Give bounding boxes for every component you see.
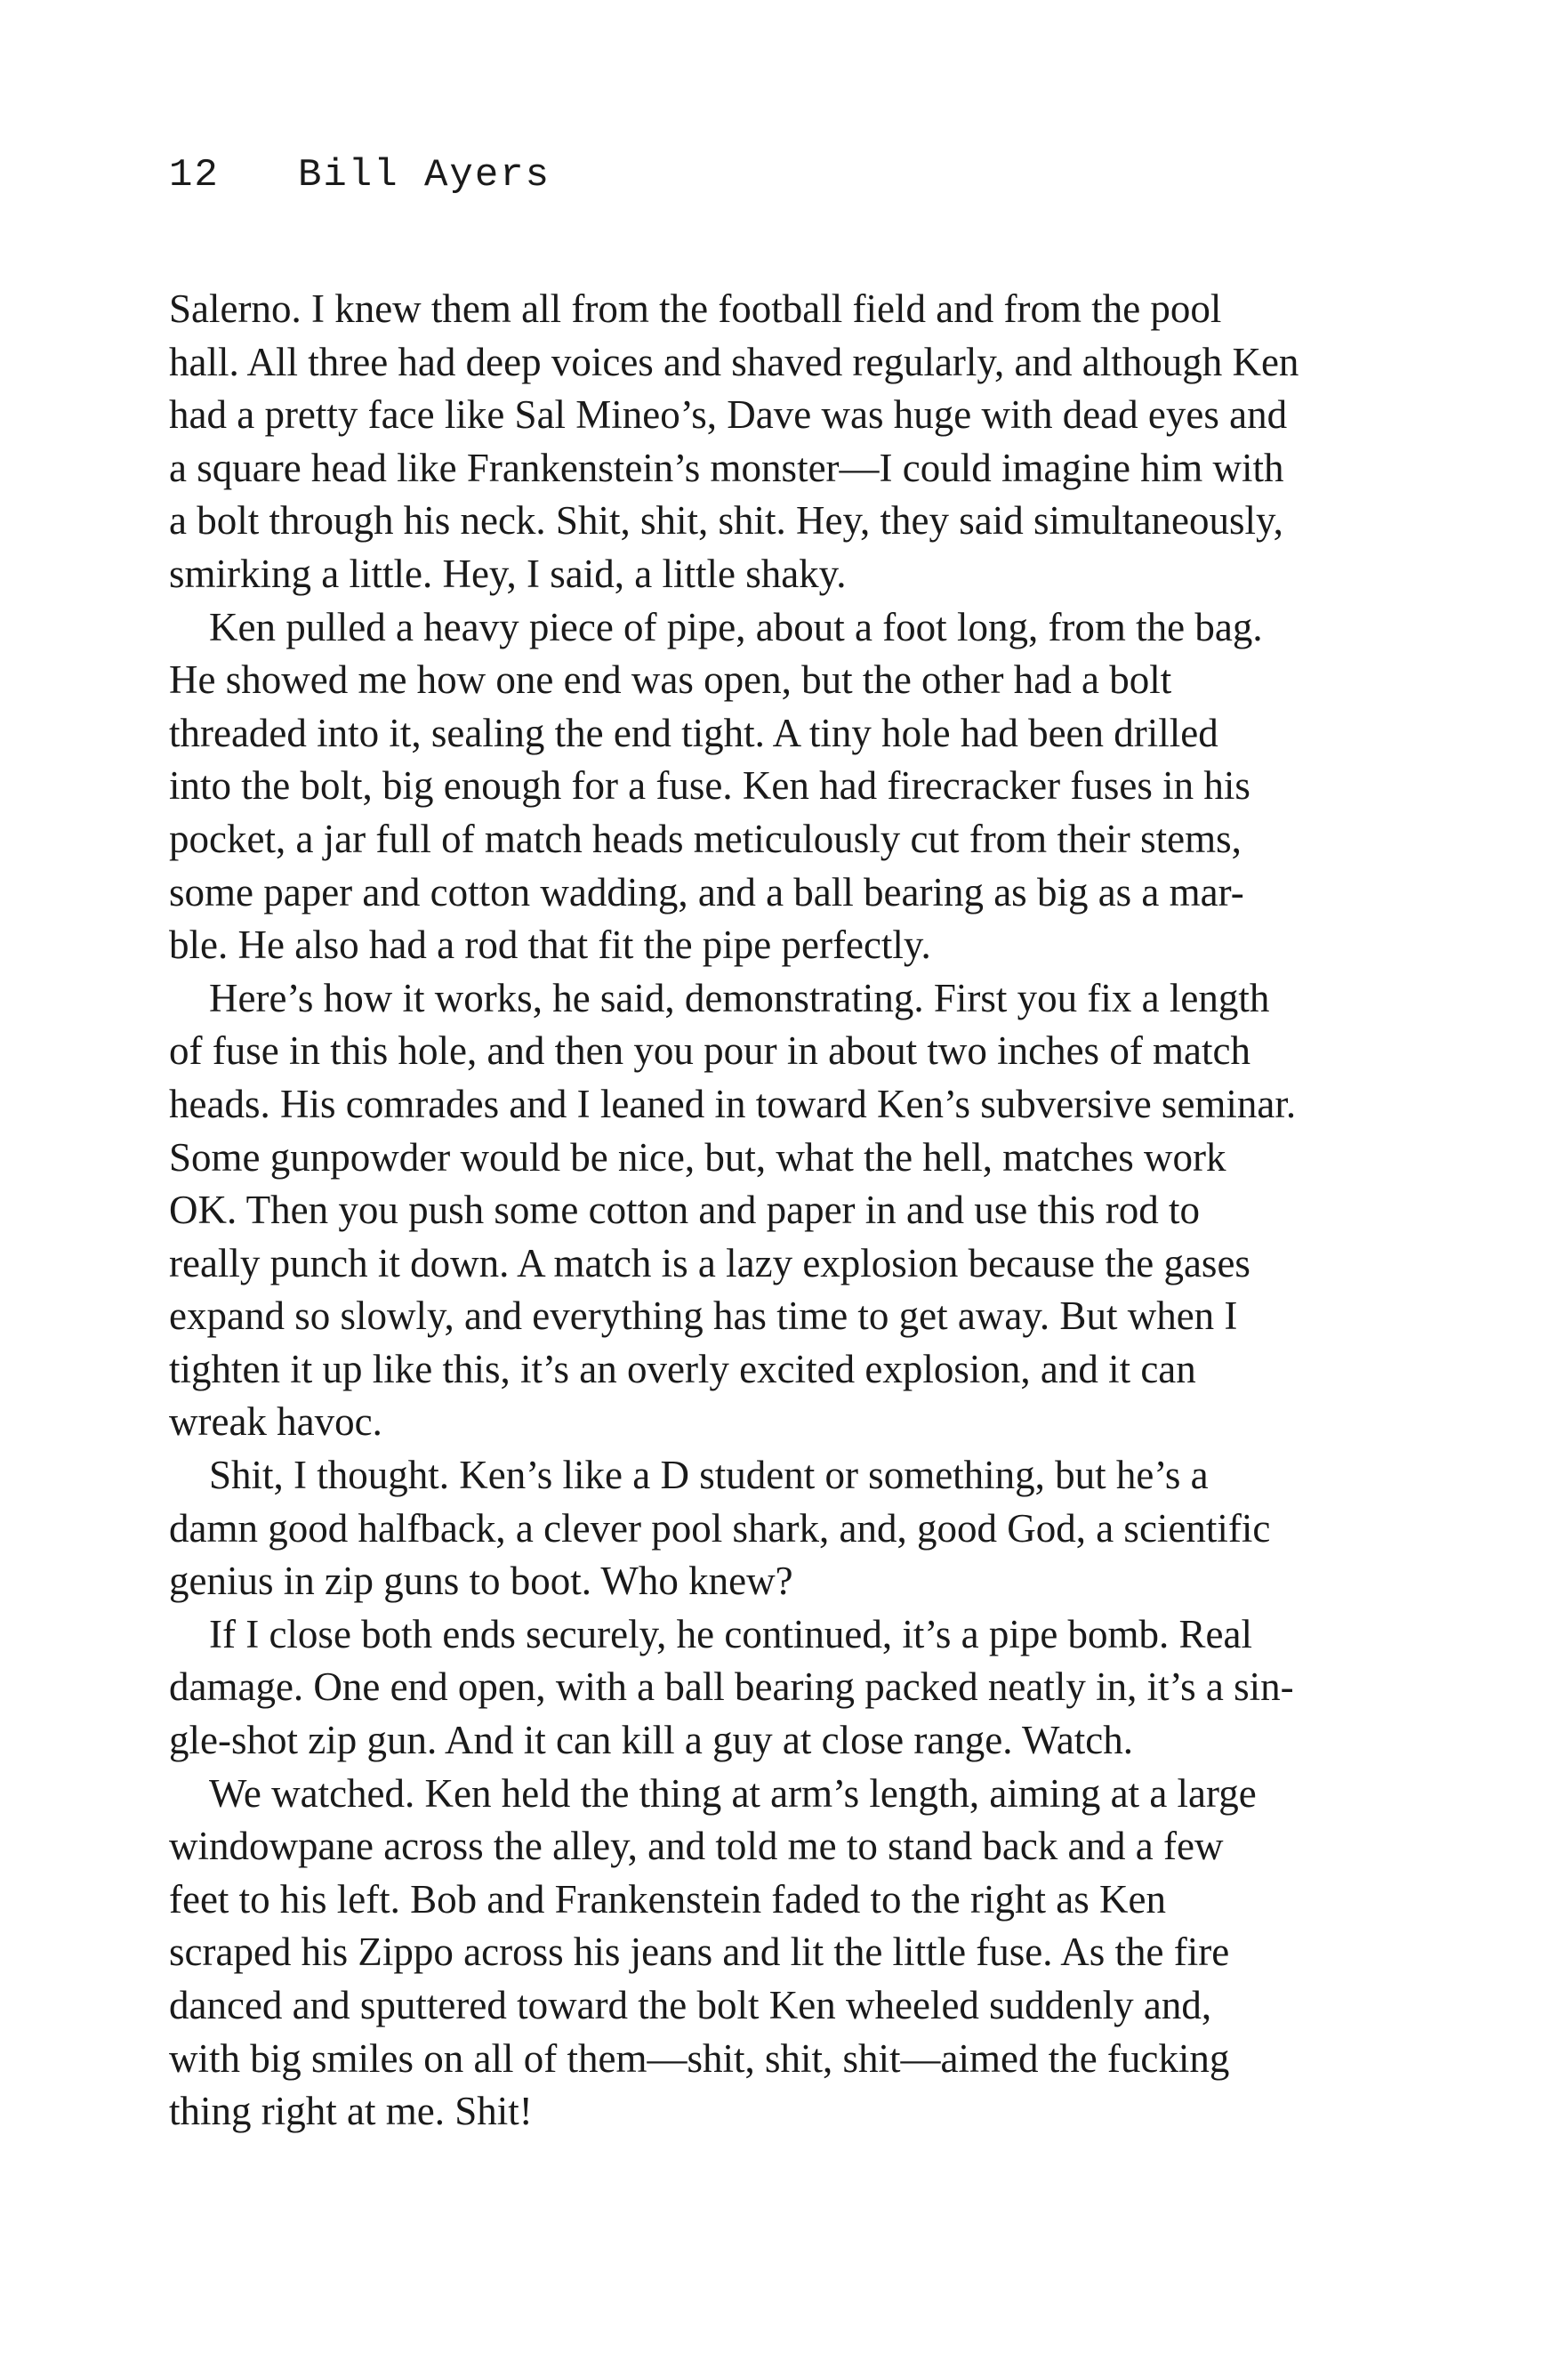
text-line: into the bolt, big enough for a fuse. Ken had firecracker fuses in his: [169, 763, 1250, 809]
text-line: scraped his Zippo across his jeans and lit the little fuse. As the fire: [169, 1930, 1230, 1975]
text-line: a bolt through his neck. Shit, shit, shit. Hey, they said simultaneously,: [169, 498, 1283, 544]
text-line: If I close both ends securely, he continued, it’s a pipe bomb. Real: [209, 1611, 1253, 1656]
text-line: windowpane across the alley, and told me to stand back and a few: [169, 1824, 1224, 1869]
text-line: We watched. Ken held the thing at arm’s length, aiming at a large: [209, 1770, 1257, 1816]
text-line: wreak havoc.: [169, 1399, 382, 1445]
text-line: He showed me how one end was open, but the other had a bolt: [169, 657, 1172, 703]
text-line: Here’s how it works, he said, demonstrating. First you fix a length: [209, 975, 1270, 1020]
text-line: Some gunpowder would be nice, but, what the hell, matches work: [169, 1134, 1226, 1180]
body-text: [169, 283, 1316, 2139]
text-line: threaded into it, sealing the end tight. A tiny hole had been drilled: [169, 710, 1218, 755]
text-line: damn good halfback, a clever pool shark, and, good God, a scientific: [169, 1505, 1271, 1551]
text-line: really punch it down. A match is a lazy explosion because the gases: [169, 1240, 1250, 1285]
text-line: genius in zip guns to boot. Who knew?: [169, 1559, 793, 1604]
text-line: pocket, a jar full of match heads meticulously cut from their stems,: [169, 816, 1242, 861]
text-line: ble. He also had a rod that fit the pipe perfectly.: [169, 923, 931, 968]
author-name: Bill Ayers: [298, 153, 551, 197]
text-line: OK. Then you push some cotton and paper in and use this rod to: [169, 1188, 1200, 1233]
text-line: hall. All three had deep voices and shaved regularly, and although Ken: [169, 339, 1299, 384]
page-number: 12: [169, 153, 220, 197]
text-line: damage. One end open, with a ball bearing packed neatly in, it’s a sin-: [169, 1664, 1294, 1710]
text-line: heads. His comrades and I leaned in toward Ken’s subversive seminar.: [169, 1081, 1297, 1126]
text-line: of fuse in this hole, and then you pour in about two inches of match: [169, 1028, 1251, 1074]
text-line: expand so slowly, and everything has time to get away. But when I: [169, 1293, 1238, 1339]
text-line: thing right at me. Shit!: [169, 2089, 533, 2134]
text-line: a square head like Frankenstein’s monster—I could imagine him with: [169, 445, 1284, 490]
text-line: Shit, I thought. Ken’s like a D student or something, but he’s a: [209, 1453, 1209, 1498]
text-line: tighten it up like this, it’s an overly excited explosion, and it can: [169, 1346, 1196, 1391]
text-line: smirking a little. Hey, I said, a little shaky.: [169, 551, 847, 596]
running-head: [169, 153, 551, 197]
text-line: feet to his left. Bob and Frankenstein faded to the right as Ken: [169, 1876, 1166, 1922]
text-line: danced and sputtered toward the bolt Ken wheeled suddenly and,: [169, 1983, 1212, 2027]
text-line: some paper and cotton wadding, and a ball bearing as big as a mar-: [169, 869, 1244, 915]
text-line: Salerno. I knew them all from the football field and from the pool: [169, 286, 1222, 331]
text-line: with big smiles on all of them—shit, shit, shit—aimed the fucking: [169, 2035, 1230, 2081]
text-line: Ken pulled a heavy piece of pipe, about a foot long, from the bag.: [209, 604, 1263, 649]
text-line: gle-shot zip gun. And it can kill a guy at close range. Watch.: [169, 1718, 1134, 1763]
text-line: had a pretty face like Sal Mineo’s, Dave was huge with dead eyes and: [169, 392, 1288, 438]
